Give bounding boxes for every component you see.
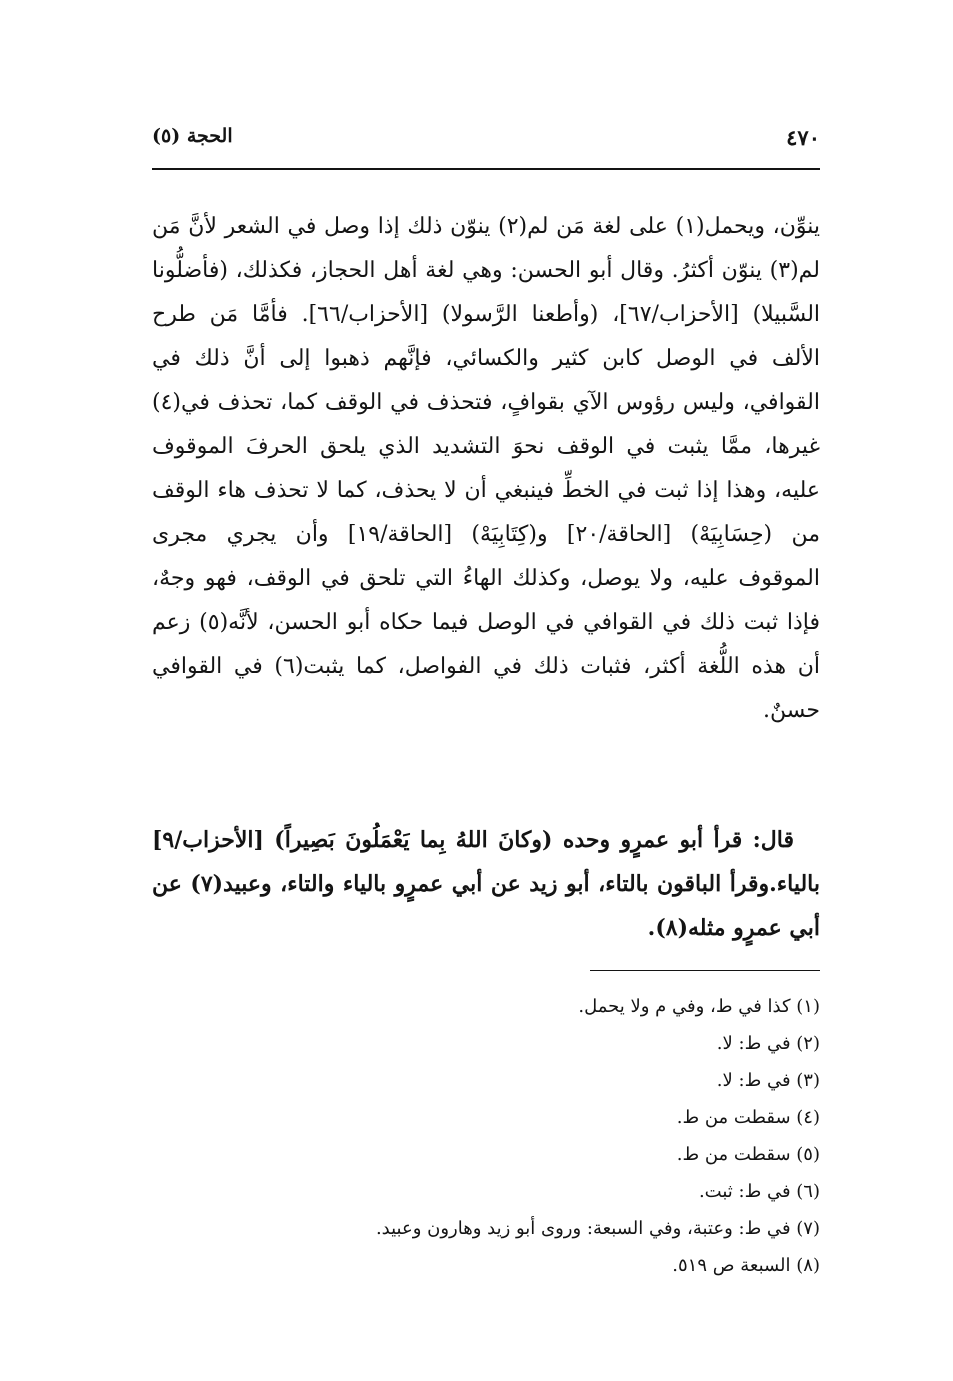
footnote-item: (٤) سقطت من ط. (676, 1107, 820, 1128)
footnotes-list (152, 988, 820, 1284)
page-number: ٤٧٠ (786, 125, 820, 150)
main-text (152, 205, 820, 733)
header-divider (152, 168, 820, 170)
footnote-item: (٥) سقطت من ط. (676, 1144, 820, 1165)
qiraa-section (152, 818, 820, 950)
main-paragraph: ينوِّن، ويحمل(١) على لغة مَن لم(٢) ينوّن ذلك إذا وصل في الشعر لأنَّ مَن لم(٣) ينوّن أكثرُ. وقال أبو الحسن: وهي لغة أهل الحجاز، فكذلك، (فأضلُّونا السَّبيلا) [الأحزاب/٦٧]، (وأطعنا الرَّسولا) [الأحزاب/٦٦]. فأمَّا مَن طرح الألف في الوصل كابن كثير والكسائي، فإنَّهم ذهبوا إلى أنَّ ذلك في القوافي، وليس رؤوس الآي بقوافٍ، فتحذف في الوقف كما، تحذف في(٤) غيرها، ممَّا يثبت في الوقف نحوَ التشديد الذي يلحق الحرفَ الموقوف عليه، وهذا إذا ثبت في الخطِّ فينبغي أن لا يحذف، كما لا تحذف هاء الوقف من (حِسَابِيَهْ) [الحاقة/٢٠] و(كِتَابِيَهْ) [الحاقة/١٩] وأن يجري مجرى الموقوف عليه، ولا يوصل، وكذلك الهاءُ التي تلحق في الوقف، فهو وجهٌ، فإذا ثبت ذلك في القوافي في الوصل فيما حكاه أبو الحسن، لأنَّه(٥) زعم أن هذه اللُّغة أكثر، فثبات ذلك في الفواصل، كما يثبت(٦) في القوافي حسنٌ. (152, 214, 821, 723)
footnote-item: (٦) في ط: ثبت. (698, 1181, 820, 1202)
footnote-item: (٧) في ط: وعتبة، وفي السبعة: وروى أبو زيد وهارون وعبيد. (375, 1218, 820, 1239)
running-title: الحجة (٥) (152, 125, 233, 147)
footnote-item: (٣) في ط: لا. (716, 1070, 820, 1091)
footnote-divider (590, 970, 820, 971)
footnote-item: (١) كذا في ط، وفي م ولا يحمل. (578, 996, 820, 1017)
footnote-item: (٨) السبعة ص ٥١٩. (672, 1255, 820, 1276)
qiraa-paragraph: قال: قرأ أبو عمرٍو وحده (وكانَ اللهُ بِما يَعْمَلُونَ بَصِيراً) [الأحزاب/٩] بالياء.وقرأ الباقون بالتاء، أبو زيد عن أبي عمرٍو بالياء والتاء، وعبيد(٧) عن أبي عمرٍو مثله(٨). (152, 827, 820, 941)
footnote-item: (٢) في ط: لا. (716, 1033, 820, 1054)
page-header (152, 125, 820, 159)
